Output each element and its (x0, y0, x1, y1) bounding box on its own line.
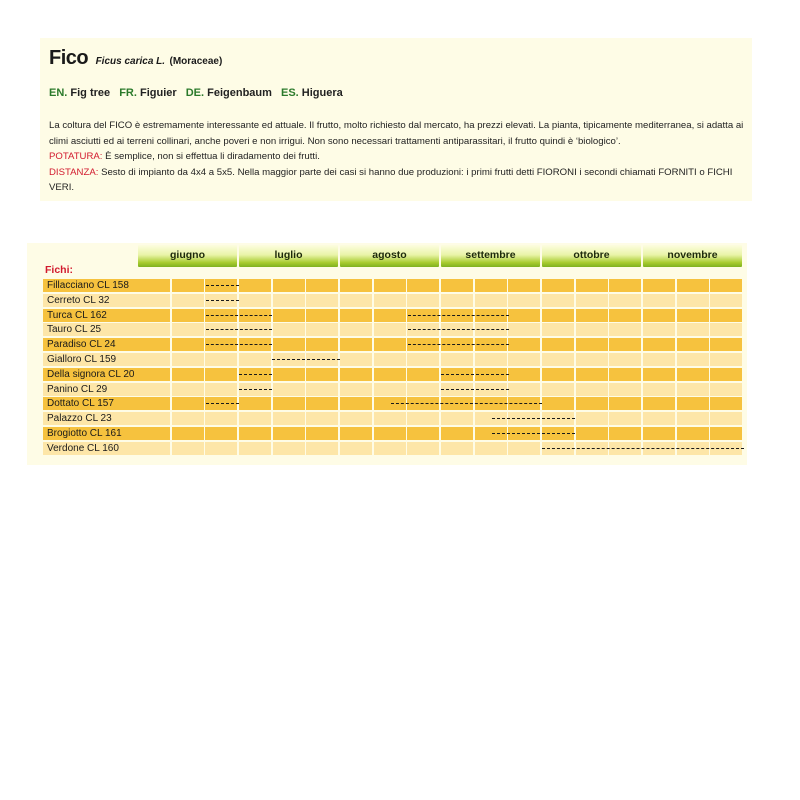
calendar-cell (306, 279, 338, 292)
calendar-cell (172, 309, 204, 322)
calendar-cell (576, 412, 608, 425)
calendar-cell (138, 309, 170, 322)
calendar-cell (273, 368, 305, 381)
calendar-cell (407, 442, 439, 455)
calendar-cell (340, 368, 372, 381)
calendar-cell (609, 427, 641, 440)
lang-word-en: Fig tree (70, 87, 111, 99)
calendar-cell (172, 397, 204, 410)
calendar-cell (239, 294, 271, 307)
calendar-cell (273, 309, 305, 322)
calendar-cell (340, 323, 372, 336)
calendar-cell (643, 338, 675, 351)
calendar-cell (306, 442, 338, 455)
month-header-luglio: luglio (239, 245, 338, 267)
ripening-period (542, 448, 744, 449)
calendar-cell (508, 353, 540, 366)
calendar-cell (273, 427, 305, 440)
calendar-cell (643, 353, 675, 366)
calendar-cell (441, 353, 473, 366)
calendar-cell (542, 383, 574, 396)
calendar-cell (677, 294, 709, 307)
variety-label: Della signora CL 20 (43, 368, 142, 381)
variety-label: Verdone CL 160 (43, 442, 142, 455)
calendar-cell (677, 338, 709, 351)
calendar-cell (508, 309, 540, 322)
calendar-cell (677, 353, 709, 366)
intro-text: La coltura del FICO è estremamente interessante ed attuale. Il frutto, molto richiesto dal mercato, ha prezzi elevati. La pianta, tipicamente mediterranea, si adatta ai climi asciutti ed ai terreni collinari, anche poveri e non irrigui. Non sono necessari trattamenti antiparassitari, il frutto quindi è ‘biologico’. (49, 120, 744, 147)
calendar-cell (407, 279, 439, 292)
calendar-cell (273, 412, 305, 425)
calendar-cell (542, 368, 574, 381)
calendar-cell (374, 338, 406, 351)
calendar-cell (542, 353, 574, 366)
ripening-period (441, 374, 509, 375)
calendar-cell (138, 383, 170, 396)
calendar-cell (643, 294, 675, 307)
calendar-cell (576, 279, 608, 292)
calendar-cell (710, 397, 742, 410)
calendar-cell (374, 383, 406, 396)
calendar-cell (374, 412, 406, 425)
calendar-cell (340, 412, 372, 425)
lang-code-fr: FR. (119, 87, 137, 99)
calendar-cell (475, 353, 507, 366)
calendar-cell (172, 294, 204, 307)
month-header-ottobre: ottobre (542, 245, 641, 267)
calendar-cell (340, 383, 372, 396)
calendar-cell (340, 338, 372, 351)
calendar-cell (475, 279, 507, 292)
ripening-period (408, 315, 509, 316)
calendar-cell (710, 427, 742, 440)
calendar-cell (643, 279, 675, 292)
calendar-cell (508, 279, 540, 292)
calendar-cell (172, 338, 204, 351)
calendar-cell (609, 338, 641, 351)
calendar-cell (542, 397, 574, 410)
calendar-cell (609, 353, 641, 366)
calendar-cell (138, 338, 170, 351)
calendar-cell (138, 353, 170, 366)
calendar-cell (677, 368, 709, 381)
ripening-period (206, 285, 239, 286)
calendar-cell (441, 279, 473, 292)
calendar-cell (374, 442, 406, 455)
calendar-cell (407, 294, 439, 307)
calendar-cell (643, 383, 675, 396)
calendar-cell (138, 412, 170, 425)
ripening-period (239, 389, 272, 390)
calendar-cell (609, 323, 641, 336)
calendar-cell (340, 294, 372, 307)
calendar-cell (643, 412, 675, 425)
calendar-cell (475, 442, 507, 455)
ripening-period (408, 344, 509, 345)
fruit-name: Fico (49, 47, 89, 69)
calendar-cell (239, 397, 271, 410)
calendar-cell (138, 368, 170, 381)
group-label: Fichi: (45, 264, 73, 276)
calendar-cell (643, 397, 675, 410)
calendar-cell (306, 412, 338, 425)
calendar-cell (306, 294, 338, 307)
calendar-cell (172, 442, 204, 455)
calendar-cell (239, 353, 271, 366)
translations (49, 87, 349, 99)
lang-word-es: Higuera (301, 87, 343, 99)
ripening-period (441, 389, 509, 390)
calendar-cell (407, 383, 439, 396)
title (49, 47, 222, 70)
month-header-novembre: novembre (643, 245, 742, 267)
lang-word-fr: Figuier (140, 87, 177, 99)
calendar-cell (172, 412, 204, 425)
calendar-cell (609, 279, 641, 292)
lang-word-de: Feigenbaum (207, 87, 272, 99)
calendar-cell (441, 412, 473, 425)
calendar-cell (609, 309, 641, 322)
calendar-cell (576, 368, 608, 381)
calendar-cell (643, 323, 675, 336)
calendar-cell (576, 427, 608, 440)
month-header-agosto: agosto (340, 245, 439, 267)
calendar-cell (138, 442, 170, 455)
variety-label: Paradiso CL 24 (43, 338, 142, 351)
distanza-label: DISTANZA: (49, 166, 99, 178)
calendar-cell (273, 294, 305, 307)
calendar-cell (508, 442, 540, 455)
calendar-cell (205, 353, 237, 366)
calendar-cell (677, 309, 709, 322)
calendar-cell (677, 323, 709, 336)
info-card (40, 38, 752, 201)
calendar-cell (374, 309, 406, 322)
calendar-cell (609, 383, 641, 396)
month-header-giugno: giugno (138, 245, 237, 267)
ripening-period (206, 344, 273, 345)
calendar-cell (508, 368, 540, 381)
calendar-cell (205, 427, 237, 440)
calendar-cell (340, 427, 372, 440)
calendar-cell (172, 353, 204, 366)
variety-label: Gialloro CL 159 (43, 353, 142, 366)
potatura-label: POTATURA: (49, 151, 103, 163)
calendar-cell (441, 427, 473, 440)
calendar-cell (677, 383, 709, 396)
latin-name: Ficus carica L. (95, 56, 166, 67)
calendar-cell (508, 323, 540, 336)
variety-label: Dottato CL 157 (43, 397, 142, 410)
calendar-cell (239, 442, 271, 455)
calendar-cell (340, 353, 372, 366)
calendar-cell (374, 427, 406, 440)
calendar-cell (710, 309, 742, 322)
calendar-cell (542, 279, 574, 292)
variety-label: Fillacciano CL 158 (43, 279, 142, 292)
potatura-text: È semplice, non si effettua li diradamento dei frutti. (102, 151, 320, 163)
calendar-cell (407, 412, 439, 425)
calendar-cell (677, 279, 709, 292)
calendar-cell (273, 383, 305, 396)
calendar-cell (374, 323, 406, 336)
calendar-cell (710, 338, 742, 351)
lang-code-es: ES. (281, 87, 299, 99)
calendar-cell (205, 368, 237, 381)
calendar-cell (643, 309, 675, 322)
variety-label: Brogiotto CL 161 (43, 427, 142, 440)
calendar-cell (441, 294, 473, 307)
calendar-cell (374, 279, 406, 292)
calendar-cell (609, 294, 641, 307)
calendar-cell (508, 294, 540, 307)
calendar-cell (609, 368, 641, 381)
ripening-period (391, 403, 543, 404)
ripening-calendar (27, 243, 747, 465)
calendar-cell (239, 427, 271, 440)
family-name: (Moraceae) (169, 56, 223, 67)
calendar-cell (407, 368, 439, 381)
variety-label: Cerreto CL 32 (43, 294, 142, 307)
calendar-cell (609, 397, 641, 410)
variety-label: Turca CL 162 (43, 309, 142, 322)
calendar-cell (710, 323, 742, 336)
calendar-cell (340, 397, 372, 410)
calendar-cell (306, 323, 338, 336)
calendar-cell (374, 294, 406, 307)
calendar-cell (542, 323, 574, 336)
calendar-cell (710, 279, 742, 292)
distanza-paragraph (49, 165, 749, 196)
calendar-cell (306, 427, 338, 440)
calendar-cell (205, 442, 237, 455)
variety-label: Palazzo CL 23 (43, 412, 142, 425)
calendar-cell (542, 294, 574, 307)
calendar-cell (172, 427, 204, 440)
calendar-cell (172, 323, 204, 336)
calendar-cell (710, 353, 742, 366)
ripening-period (206, 315, 273, 316)
calendar-cell (643, 368, 675, 381)
calendar-cell (576, 397, 608, 410)
ripening-period (206, 329, 273, 330)
calendar-cell (273, 279, 305, 292)
calendar-cell (306, 383, 338, 396)
calendar-cell (576, 323, 608, 336)
calendar-cell (407, 427, 439, 440)
calendar-cell (340, 279, 372, 292)
distanza-text: Sesto di impianto da 4x4 a 5x5. Nella maggior parte dei casi si hanno due produzioni: i primi frutti detti FIORONI i secondi chiamati FORNITI o FICHI VERI. (49, 166, 733, 194)
calendar-cell (374, 353, 406, 366)
calendar-cell (576, 309, 608, 322)
calendar-cell (710, 368, 742, 381)
ripening-period (492, 418, 576, 419)
calendar-cell (205, 412, 237, 425)
calendar-cell (710, 294, 742, 307)
lang-code-en: EN. (49, 87, 68, 99)
calendar-cell (542, 309, 574, 322)
calendar-cell (508, 338, 540, 351)
calendar-cell (677, 427, 709, 440)
calendar-cell (710, 412, 742, 425)
description (49, 118, 749, 196)
calendar-cell (138, 279, 170, 292)
calendar-cell (677, 397, 709, 410)
calendar-cell (306, 397, 338, 410)
calendar-cell (576, 383, 608, 396)
calendar-cell (643, 427, 675, 440)
calendar-cell (576, 294, 608, 307)
calendar-cell (306, 338, 338, 351)
calendar-cell (138, 397, 170, 410)
calendar-cell (576, 338, 608, 351)
ripening-period (272, 359, 340, 360)
ripening-period (206, 300, 239, 301)
ripening-period (206, 403, 239, 404)
calendar-cell (273, 397, 305, 410)
potatura-paragraph (49, 149, 749, 165)
calendar-cell (475, 294, 507, 307)
calendar-cell (677, 412, 709, 425)
calendar-cell (340, 309, 372, 322)
calendar-cell (710, 383, 742, 396)
calendar-cell (239, 279, 271, 292)
calendar-cell (138, 427, 170, 440)
ripening-period (239, 374, 272, 375)
calendar-cell (239, 412, 271, 425)
lang-code-de: DE. (185, 87, 205, 99)
calendar-cell (508, 383, 540, 396)
calendar-cell (172, 368, 204, 381)
calendar-cell (273, 323, 305, 336)
calendar-cell (576, 353, 608, 366)
calendar-cell (273, 338, 305, 351)
calendar-cell (374, 368, 406, 381)
ripening-period (408, 329, 509, 330)
calendar-cell (340, 442, 372, 455)
calendar-cell (441, 442, 473, 455)
calendar-cell (273, 442, 305, 455)
calendar-cell (542, 338, 574, 351)
variety-label: Panino CL 29 (43, 383, 142, 396)
calendar-cell (407, 353, 439, 366)
variety-label: Tauro CL 25 (43, 323, 142, 336)
calendar-cell (172, 383, 204, 396)
calendar-cell (172, 279, 204, 292)
ripening-period (492, 433, 576, 434)
calendar-cell (306, 368, 338, 381)
calendar-cell (205, 383, 237, 396)
calendar-cell (306, 309, 338, 322)
calendar-cell (138, 294, 170, 307)
calendar-cell (138, 323, 170, 336)
month-header-settembre: settembre (441, 245, 540, 267)
calendar-cell (609, 412, 641, 425)
